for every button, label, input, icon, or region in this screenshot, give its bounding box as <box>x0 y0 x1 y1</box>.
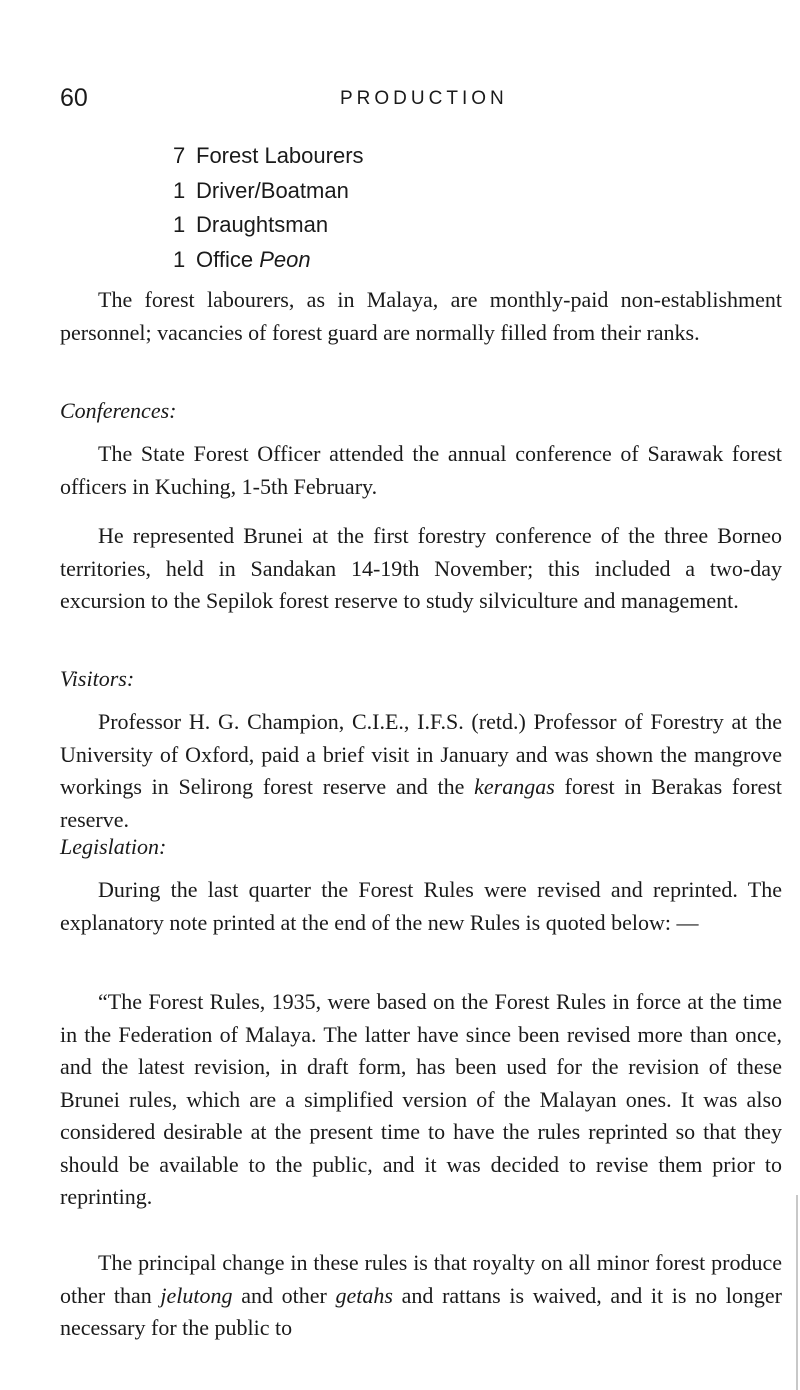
staff-row <box>173 243 364 278</box>
staff-count: 7 <box>173 143 186 168</box>
page-number: 60 <box>60 84 88 112</box>
paragraph-text: The principal change in these rules is that royalty on all minor forest produce other than <box>60 1250 782 1308</box>
staff-count: 1 <box>173 246 186 272</box>
paragraph-visitors-1 <box>60 706 782 836</box>
staff-count: 1 <box>173 212 186 237</box>
staff-role: Forest Labourers <box>196 143 364 168</box>
paragraph-legislation-3 <box>60 1247 782 1345</box>
heading-visitors: Visitors: <box>60 666 135 691</box>
heading-legislation: Legislation: <box>60 834 167 859</box>
paragraph-text: and rattans is waived, and it is no longer necessary for the public to <box>60 1282 782 1340</box>
page-edge-shadow <box>796 1195 798 1390</box>
staff-row <box>173 174 364 209</box>
staff-count: 1 <box>173 177 186 203</box>
staff-row <box>173 208 364 243</box>
paragraph-text: and other <box>232 1282 336 1308</box>
paragraph-text: forest in Berakas forest reserve. <box>60 774 782 832</box>
staff-row <box>173 139 364 174</box>
staff-list <box>173 139 364 277</box>
staff-role-italic: Peon <box>259 246 311 272</box>
italic-term: getahs <box>335 1282 393 1308</box>
italic-term: jelutong <box>160 1282 233 1308</box>
heading-conferences: Conferences: <box>60 398 177 423</box>
staff-role: Draughtsman <box>196 212 329 237</box>
paragraph-legislation-1: During the last quarter the Forest Rules were revised and reprinted. The explanatory note printed at the end of the new Rules is quoted below: — <box>60 877 782 935</box>
italic-term: kerangas <box>474 774 555 799</box>
paragraph-conferences-2: He represented Brunei at the first forestry conference of the three Borneo territories, held in Sandakan 14-19th November; this included a two-day excursion to the Sepilok forest reserve to study silviculture and management. <box>60 523 782 613</box>
page-header <box>60 84 780 124</box>
running-head: PRODUCTION <box>340 88 508 109</box>
paragraph-conferences-1: The State Forest Officer attended the annual conference of Sarawak forest officers in Kuching, 1-5th February. <box>60 441 782 499</box>
staff-role: Office <box>196 246 260 272</box>
paragraph-labourers: The forest labourers, as in Malaya, are monthly-paid non-establishment personnel; vacancies of forest guard are normally filled from their ranks. <box>60 287 782 345</box>
staff-role: Driver/Boatman <box>196 177 349 203</box>
paragraph-text: Professor H. G. Champion, C.I.E., I.F.S. (retd.) Professor of Forestry at the University of Oxford, paid a brief visit in January and was shown the mangrove workings in Selirong forest reserve and the <box>60 709 782 799</box>
paragraph-legislation-2: “The Forest Rules, 1935, were based on the Forest Rules in force at the time in the Federation of Malaya. The latter have since been revised more than once, and the latest revision, in draft form, has been used for the revision of these Brunei rules, which are a simplified version of the Malayan ones. It was also considered desirable at the present time to have the rules reprinted so that they should be available to the public, and it was decided to revise them prior to reprinting. <box>60 989 782 1209</box>
